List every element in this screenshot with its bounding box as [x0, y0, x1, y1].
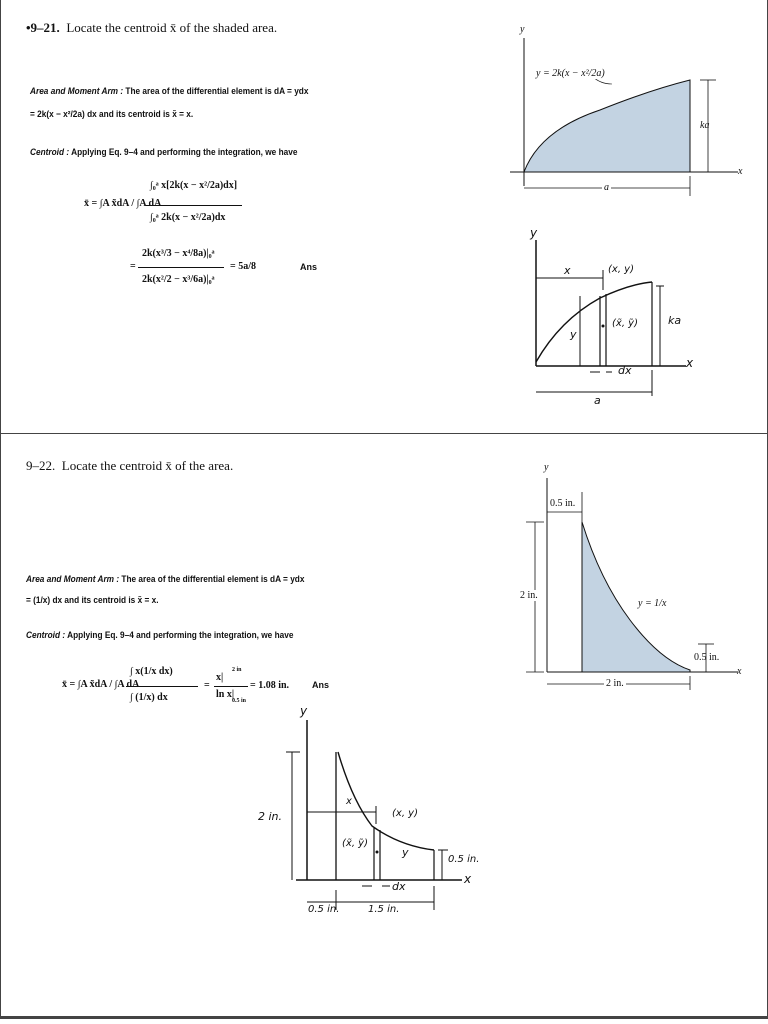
p21-area-label: Area and Moment Arm : — [30, 86, 124, 96]
p21-centroid-label: Centroid : — [30, 147, 70, 157]
p22-eq-lhs: x̄ = ∫A x̃dA / ∫A dA — [62, 679, 140, 690]
p21-area-text1: The area of the differential element is dA = ydx — [125, 86, 309, 96]
p22-sketch-height-label: 2 in. — [258, 810, 283, 823]
p22-eq-mid-numerator: x| — [216, 672, 224, 683]
p22-area-label: Area and Moment Arm : — [26, 574, 120, 584]
p22-eq-limit-high: 2 in — [232, 667, 242, 673]
p21-eq2-result: = 5a/8 — [230, 261, 256, 272]
p22-sketch-x-label: x — [346, 796, 352, 807]
p21-eq2-numerator: 2k(x³/3 − x⁴/8a)|₀ᵃ — [142, 248, 215, 259]
p22-centroid-text: Applying Eq. 9–4 and performing the integration, we have — [67, 630, 294, 640]
p22-sketch-strip-label: y — [402, 846, 409, 859]
p22-title-text: Locate the centroid x̄ of the area. — [61, 458, 234, 473]
p21-fig-x-label: x — [738, 166, 743, 177]
p21-sketch-centroid-label: (x̃, ỹ) — [612, 318, 638, 329]
p22-sketch-dim1: 0.5 in. — [308, 904, 340, 915]
p22-sketch-point-label: (x, y) — [392, 808, 418, 819]
p22-eq-result: = 1.08 in. — [250, 680, 290, 691]
p22-area-text1: The area of the differential element is dA = ydx — [121, 574, 305, 584]
p21-centroid-text: Applying Eq. 9–4 and performing the integration, we have — [71, 147, 298, 157]
p22-eq-mid-denominator: ln x| — [216, 689, 235, 700]
p21-sketch-width-label: a — [594, 394, 601, 407]
p22-area-text2: = (1/x) dx and its centroid is x̃ = x. — [26, 595, 159, 605]
p22-number: 9–22. — [26, 458, 56, 473]
p21-title-text: Locate the centroid x̄ of the shaded area. — [66, 20, 278, 35]
p21-sketch-x-label: x — [564, 264, 571, 277]
p21-eq1-denominator: ∫₀ᵃ 2k(x − x²/2a)dx — [150, 212, 226, 223]
p22-ans: Ans — [312, 680, 330, 690]
p21-eq1-numerator: ∫₀ᵃ x[2k(x − x²/2a)dx] — [150, 180, 238, 191]
p22-sketch-centroid-label: (x̃, ỹ) — [342, 838, 368, 849]
p22-bottom-dim-label: 2 in. — [606, 678, 624, 689]
p21-number: •9–21. — [26, 20, 60, 35]
p21-fig-y-label: y — [520, 24, 525, 35]
p22-sketch-x-axis-label: x — [464, 872, 472, 886]
p21-sketch-x-axis-label: x — [686, 356, 694, 370]
p22-fig-y-label: y — [544, 462, 549, 473]
p21-eq2-denominator: 2k(x²/2 − x³/6a)|₀ᵃ — [142, 274, 215, 285]
p22-sketch-y-label: y — [300, 704, 308, 718]
p22-eq-numerator: ∫ x(1/x dx) — [130, 666, 173, 677]
p21-eq-lhs: x̄ = ∫A x̃dA / ∫A dA — [84, 198, 162, 209]
p21-area-text2: = 2k(x − x²/2a) dx and its centroid is x̃ = x. — [30, 109, 194, 119]
p21-ans: Ans — [300, 262, 318, 272]
p21-sketch-y-label: y — [530, 226, 538, 240]
p21-sketch-height-label: ka — [668, 314, 682, 327]
p21-curve-label: y = 2k(x − x²/2a) — [536, 68, 605, 79]
p22-centroid-label: Centroid : — [26, 630, 66, 640]
p21-sketch-dx-label: dx — [618, 364, 632, 377]
p22-left-dim-label: 2 in. — [520, 590, 538, 601]
p21-sketch-strip-label: y — [570, 328, 577, 341]
p22-curve-label: y = 1/x — [638, 598, 667, 609]
p22-eq-denominator: ∫ (1/x) dx — [130, 692, 168, 703]
p22-sketch-dim2: 1.5 in. — [368, 904, 400, 915]
p22-top-dim-label: 0.5 in. — [550, 498, 576, 509]
p22-sketch-right-label: 0.5 in. — [448, 854, 480, 865]
p21-height-label: ka — [700, 120, 710, 131]
p22-fig-x-label: x — [737, 666, 742, 677]
p21-sketch-point-label: (x, y) — [608, 264, 634, 275]
p22-sketch-dx-label: dx — [392, 880, 406, 893]
p22-eq-limit-low: 0.5 in — [232, 698, 247, 704]
p22-right-dim-label: 0.5 in. — [694, 652, 720, 663]
p21-width-label: a — [604, 182, 609, 193]
